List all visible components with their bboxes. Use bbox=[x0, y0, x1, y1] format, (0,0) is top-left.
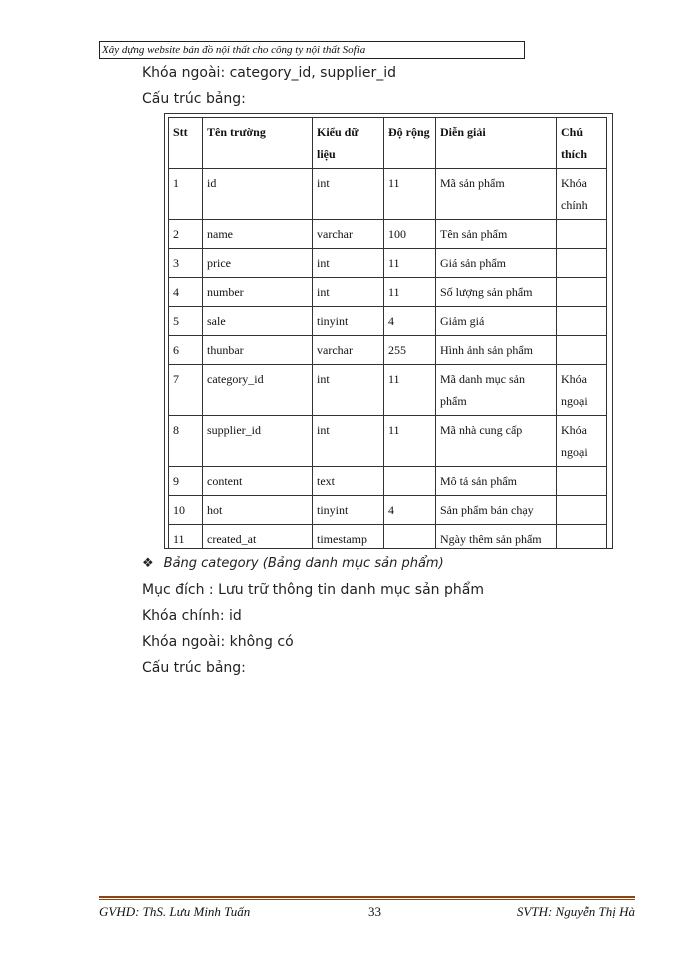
table-cell: 4 bbox=[384, 496, 436, 525]
footer-student: SVTH: Nguyễn Thị Hà bbox=[516, 904, 635, 919]
running-header: Xây dựng website bán đồ nội thất cho công ty nội thất Sofia bbox=[99, 41, 525, 59]
table-cell bbox=[557, 220, 607, 249]
purpose-line: Mục đích : Lưu trữ thông tin danh mục sản phẩm bbox=[142, 582, 484, 598]
table-cell: Tên sản phẩm bbox=[436, 220, 557, 249]
table-cell: price bbox=[203, 249, 313, 278]
footer-advisor: GVHD: ThS. Lưu Minh Tuấn bbox=[99, 904, 251, 919]
table-row bbox=[169, 278, 607, 307]
table-cell: 255 bbox=[384, 336, 436, 365]
table-row bbox=[169, 220, 607, 249]
table-cell: Số lượng sản phẩm bbox=[436, 278, 557, 307]
table-cell: 11 bbox=[384, 365, 436, 416]
section-heading bbox=[142, 556, 444, 571]
table-cell: text bbox=[313, 467, 384, 496]
table-cell: Giảm giá bbox=[436, 307, 557, 336]
structure-label: Cấu trúc bảng: bbox=[142, 91, 246, 107]
table-cell: 5 bbox=[169, 307, 203, 336]
table-cell: Khóa ngoại bbox=[557, 416, 607, 467]
table-cell bbox=[557, 525, 607, 550]
table-cell: int bbox=[313, 365, 384, 416]
table-cell: 3 bbox=[169, 249, 203, 278]
col-header-stt: Stt bbox=[169, 118, 203, 169]
col-header-description: Diễn giải bbox=[436, 118, 557, 169]
table-cell: number bbox=[203, 278, 313, 307]
table-cell bbox=[557, 336, 607, 365]
table-cell: 11 bbox=[169, 525, 203, 550]
table-cell: thunbar bbox=[203, 336, 313, 365]
table-cell: Sản phẩm bán chạy bbox=[436, 496, 557, 525]
table-cell: 11 bbox=[384, 249, 436, 278]
table-cell: int bbox=[313, 416, 384, 467]
table-row bbox=[169, 467, 607, 496]
table-cell: varchar bbox=[313, 336, 384, 365]
table-cell: 7 bbox=[169, 365, 203, 416]
table-cell: int bbox=[313, 249, 384, 278]
table-body bbox=[169, 169, 607, 550]
table-row bbox=[169, 336, 607, 365]
table-cell: 1 bbox=[169, 169, 203, 220]
section-title: Bảng category (Bảng danh mục sản phẩm) bbox=[163, 556, 444, 571]
table-cell: Mã nhà cung cấp bbox=[436, 416, 557, 467]
table-cell bbox=[557, 249, 607, 278]
table-row bbox=[169, 307, 607, 336]
table-cell: 10 bbox=[169, 496, 203, 525]
table-cell: int bbox=[313, 278, 384, 307]
primary-key-line: Khóa chính: id bbox=[142, 608, 242, 624]
table-row bbox=[169, 169, 607, 220]
col-header-width: Độ rộng bbox=[384, 118, 436, 169]
table-cell: created_at bbox=[203, 525, 313, 550]
table-cell: 11 bbox=[384, 278, 436, 307]
table-row bbox=[169, 525, 607, 550]
product-structure-table bbox=[168, 117, 607, 549]
table-cell: 4 bbox=[384, 307, 436, 336]
table-cell: hot bbox=[203, 496, 313, 525]
table-cell: Giá sản phẩm bbox=[436, 249, 557, 278]
table-row bbox=[169, 496, 607, 525]
table-cell bbox=[557, 307, 607, 336]
table-cell bbox=[384, 467, 436, 496]
table-cell: 9 bbox=[169, 467, 203, 496]
table-cell: content bbox=[203, 467, 313, 496]
table-cell bbox=[557, 467, 607, 496]
table-cell: 11 bbox=[384, 416, 436, 467]
foreign-key-line-2: Khóa ngoài: không có bbox=[142, 634, 294, 650]
table-cell: supplier_id bbox=[203, 416, 313, 467]
table-cell: varchar bbox=[313, 220, 384, 249]
table-cell: 6 bbox=[169, 336, 203, 365]
table-cell: tinyint bbox=[313, 496, 384, 525]
table-cell: Mã danh mục sản phẩm bbox=[436, 365, 557, 416]
table-row bbox=[169, 416, 607, 467]
col-header-field: Tên trường bbox=[203, 118, 313, 169]
table-cell: 100 bbox=[384, 220, 436, 249]
table-cell: name bbox=[203, 220, 313, 249]
table-cell: tinyint bbox=[313, 307, 384, 336]
table-row bbox=[169, 365, 607, 416]
table-row bbox=[169, 249, 607, 278]
table-cell: Mô tả sản phẩm bbox=[436, 467, 557, 496]
table-cell bbox=[557, 496, 607, 525]
col-header-note: Chú thích bbox=[557, 118, 607, 169]
table-cell: Khóa chính bbox=[557, 169, 607, 220]
table-cell: 2 bbox=[169, 220, 203, 249]
table-cell: timestamp bbox=[313, 525, 384, 550]
structure-label-2: Cấu trúc bảng: bbox=[142, 660, 246, 676]
table-cell: id bbox=[203, 169, 313, 220]
table-cell: 8 bbox=[169, 416, 203, 467]
foreign-key-line: Khóa ngoài: category_id, supplier_id bbox=[142, 65, 397, 81]
table-cell bbox=[384, 525, 436, 550]
footer-divider bbox=[99, 896, 635, 900]
table-cell: 4 bbox=[169, 278, 203, 307]
table-cell: sale bbox=[203, 307, 313, 336]
col-header-type: Kiểu dữ liệu bbox=[313, 118, 384, 169]
diamond-bullet-icon: ❖ bbox=[142, 556, 154, 571]
table-cell: 11 bbox=[384, 169, 436, 220]
table-cell: category_id bbox=[203, 365, 313, 416]
table-cell: Mã sản phẩm bbox=[436, 169, 557, 220]
table-image-frame bbox=[164, 113, 613, 549]
table-cell: Ngày thêm sản phẩm bbox=[436, 525, 557, 550]
table-header-row bbox=[169, 118, 607, 169]
table-cell bbox=[557, 278, 607, 307]
page-number: 33 bbox=[368, 904, 381, 919]
table-cell: Khóa ngoại bbox=[557, 365, 607, 416]
table-cell: int bbox=[313, 169, 384, 220]
table-cell: Hình ảnh sản phẩm bbox=[436, 336, 557, 365]
